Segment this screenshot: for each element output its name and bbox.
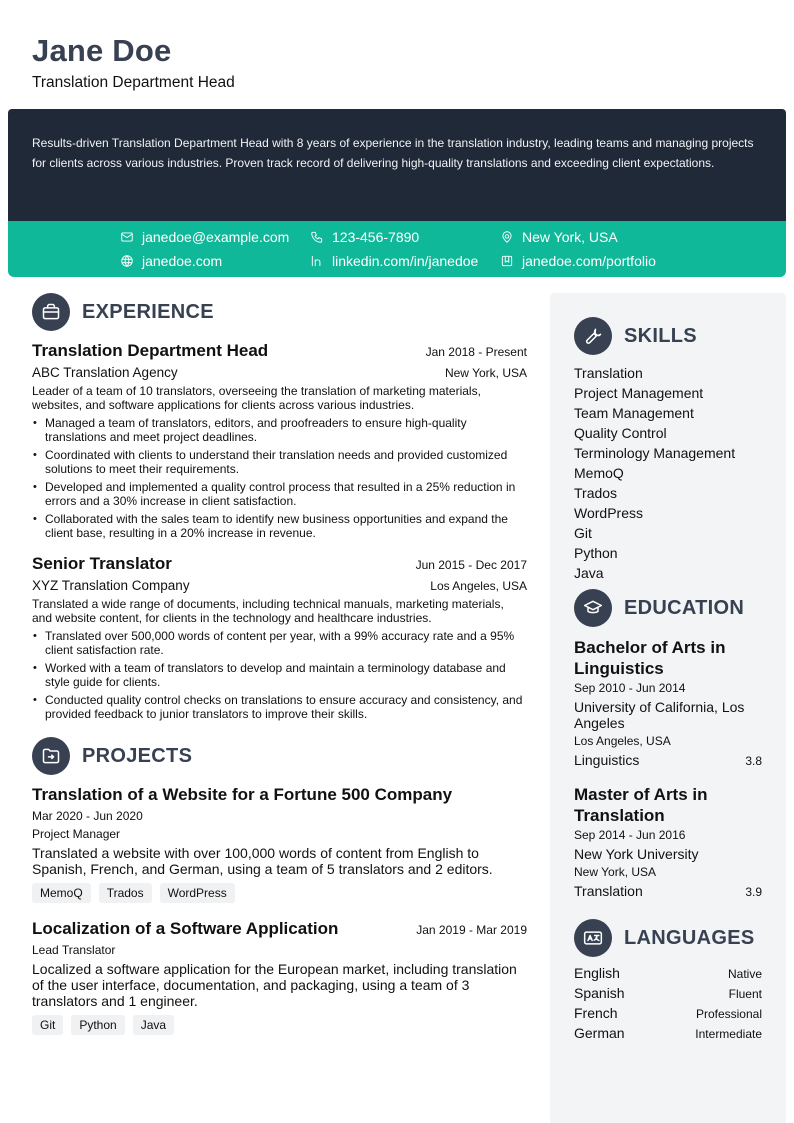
project-role: Lead Translator (32, 943, 116, 957)
job-summary: Leader of a team of 10 translators, overseeing the translation of marketing materials, websites, and software applications for clients across various industries. (32, 384, 481, 412)
contact-email-text: janedoe@example.com (142, 229, 290, 245)
education-gpa: 3.9 (745, 885, 762, 899)
job-bullets (32, 416, 527, 540)
project-item (32, 919, 527, 1035)
project-tags (32, 1015, 527, 1035)
job-bullet: • Collaborated with the sales team to identify new business opportunities and expand the client base, resulting in a 20% increase in revenue. (32, 512, 527, 540)
main-column (32, 293, 527, 1035)
education-location: Los Angeles, USA (574, 734, 671, 748)
language-name: English (574, 965, 620, 981)
job-bullet: • Coordinated with clients to understand their translation needs and provided customized solutions to meet their requirements. (32, 448, 527, 476)
company-name: XYZ Translation Company (32, 578, 190, 593)
education-gpa: 3.8 (745, 754, 762, 768)
education-heading (574, 589, 762, 627)
education-degree: Bachelor of Arts in Linguistics (574, 638, 726, 678)
languages-title: LANGUAGES (624, 926, 755, 949)
education-dates: Sep 2014 - Jun 2016 (574, 828, 686, 842)
skills-list (574, 363, 762, 583)
job-bullet: • Conducted quality control checks on translations to ensure accuracy and consistency, and provided feedback to junior translators to improve their skills. (32, 693, 527, 721)
job-bullet: • Developed and implemented a quality control process that resulted in a 25% reduction in errors and a 30% increase in client satisfaction. (32, 480, 527, 508)
project-tag: Trados (99, 883, 152, 903)
wrench-icon (574, 317, 612, 355)
candidate-name: Jane Doe (32, 33, 172, 68)
briefcase-icon (32, 293, 70, 331)
linkedin-icon (310, 254, 324, 268)
mail-icon (120, 230, 134, 244)
job-dates: Jun 2015 - Dec 2017 (415, 558, 527, 572)
contact-location-text: New York, USA (522, 229, 618, 245)
translate-icon (574, 919, 612, 957)
skill-item: Team Management (574, 405, 694, 421)
project-description: Localized a software application for the European market, including translation of the user interface, documentation, and packaging, using a team of 3 translators and 1 engineer. (32, 961, 517, 1009)
contact-phone-text: 123-456-7890 (332, 229, 420, 245)
sidebar (550, 293, 786, 1123)
project-role: Project Manager (32, 827, 121, 841)
contact-website[interactable] (120, 251, 222, 271)
project-tag: Git (32, 1015, 63, 1035)
contact-portfolio[interactable] (500, 251, 656, 271)
contact-location (500, 227, 618, 247)
languages-list (574, 965, 762, 1045)
skill-item: Trados (574, 485, 618, 501)
project-dates: Mar 2020 - Jun 2020 (32, 809, 143, 823)
project-tags (32, 883, 527, 903)
skill-item: Terminology Management (574, 445, 736, 461)
project-dates: Jan 2019 - Mar 2019 (416, 923, 527, 937)
language-item (574, 965, 762, 985)
project-title: Translation of a Website for a Fortune 500 Company (32, 785, 453, 804)
experience-item (32, 554, 527, 721)
skills-heading (574, 317, 762, 355)
job-title: Translation Department Head (32, 341, 269, 360)
education-school: New York University (574, 846, 699, 862)
summary-section (8, 109, 786, 221)
experience-item (32, 341, 527, 540)
project-tag: WordPress (160, 883, 235, 903)
skill-item: Java (574, 565, 604, 581)
contact-website-text: janedoe.com (142, 253, 223, 269)
languages-heading (574, 919, 762, 957)
portfolio-icon (500, 254, 514, 268)
education-school: University of California, Los Angeles (574, 699, 745, 731)
language-level: Professional (695, 1007, 762, 1021)
language-item (574, 985, 762, 1005)
experience-title: EXPERIENCE (82, 300, 214, 323)
skill-item: MemoQ (574, 465, 624, 481)
phone-icon (310, 230, 324, 244)
project-item (32, 785, 527, 903)
project-description: Translated a website with over 100,000 words of content from English to Spanish, French, and German, using a team of 5 translators and 2 editors. (32, 845, 493, 877)
resume-header (32, 32, 235, 92)
job-bullet: • Worked with a team of translators to develop and maintain a terminology database and style guide for clients. (32, 661, 527, 689)
projects-heading (32, 737, 527, 775)
projects-title: PROJECTS (82, 744, 193, 767)
education-degree: Master of Arts in Translation (574, 785, 708, 825)
skill-item: Quality Control (574, 425, 667, 441)
job-summary: Translated a wide range of documents, including technical manuals, marketing materials, and website content, for clients in the technology and healthcare industries. (32, 597, 504, 625)
education-field: Translation (574, 883, 643, 899)
contact-linkedin-text: linkedin.com/in/janedoe (332, 253, 479, 269)
education-field: Linguistics (574, 752, 640, 768)
education-item (574, 784, 762, 899)
education-item (574, 637, 762, 768)
education-location: New York, USA (574, 865, 657, 879)
skill-item: Translation (574, 365, 643, 381)
contact-portfolio-text: janedoe.com/portfolio (522, 253, 656, 269)
job-location: New York, USA (444, 366, 527, 380)
language-level: Intermediate (695, 1027, 762, 1041)
globe-icon (120, 254, 134, 268)
summary-text: Results-driven Translation Department Head with 8 years of experience in the translation industry, leading teams and managing projects for clients across various industries. Proven track record of delivering high-quality translations and exceeding client expectations. (32, 136, 754, 170)
skill-item: Git (574, 525, 592, 541)
language-item (574, 1025, 762, 1045)
graduation-cap-icon (574, 589, 612, 627)
experience-heading (32, 293, 527, 331)
skill-item: Python (574, 545, 618, 561)
job-bullet: • Managed a team of translators, editors, and proofreaders to ensure high-quality translations and meet project deadlines. (32, 416, 527, 444)
folder-icon (32, 737, 70, 775)
contact-bar (8, 221, 786, 277)
job-location: Los Angeles, USA (430, 579, 527, 593)
job-dates: Jan 2018 - Present (425, 345, 527, 359)
project-tag: MemoQ (32, 883, 91, 903)
company-name: ABC Translation Agency (32, 365, 178, 380)
contact-linkedin[interactable] (310, 251, 478, 271)
job-title: Senior Translator (32, 554, 172, 573)
language-name: Spanish (574, 985, 625, 1001)
skill-item: WordPress (574, 505, 643, 521)
skills-title: SKILLS (624, 324, 697, 347)
candidate-title: Translation Department Head (32, 74, 235, 91)
language-level: Fluent (728, 987, 762, 1001)
job-bullets (32, 629, 527, 721)
job-bullet: • Translated over 500,000 words of content per year, with a 99% accuracy rate and a 95% client satisfaction rate. (32, 629, 527, 657)
language-name: German (574, 1025, 625, 1041)
skill-item: Project Management (574, 385, 704, 401)
language-level: Native (727, 967, 762, 981)
education-dates: Sep 2010 - Jun 2014 (574, 681, 686, 695)
map-pin-icon (500, 230, 514, 244)
project-title: Localization of a Software Application (32, 919, 339, 938)
language-item (574, 1005, 762, 1025)
contact-phone[interactable] (310, 227, 419, 247)
language-name: French (574, 1005, 618, 1021)
contact-email[interactable] (120, 227, 289, 247)
education-title: EDUCATION (624, 596, 745, 619)
project-tag: Python (71, 1015, 124, 1035)
project-tag: Java (133, 1015, 174, 1035)
